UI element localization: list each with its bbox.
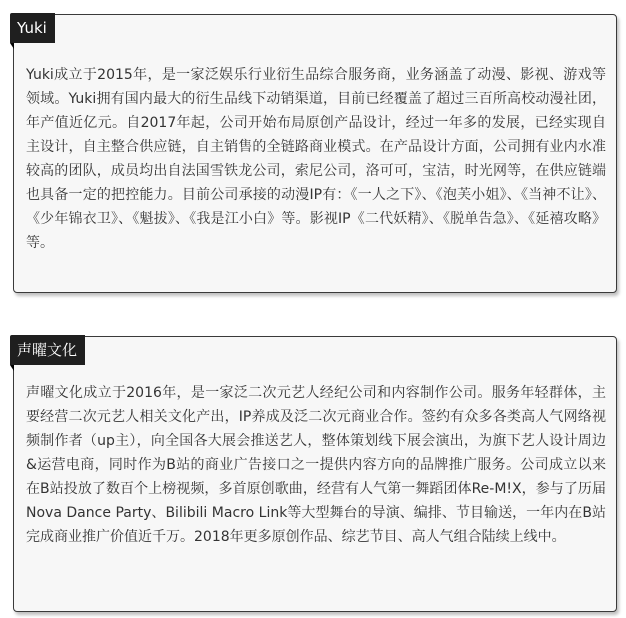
section-tag: Yuki [10,13,55,43]
company-card-yuki [13,14,617,293]
section-tag: 声曜文化 [10,335,85,365]
company-card-shengyao [13,336,617,612]
company-description: 声曜文化成立于2016年，是一家泛二次元艺人经纪公司和内容制作公司。服务年轻群体，主要经营二次元艺人相关文化产出，IP养成及泛二次元商业合作。签约有众多各类高人气网络视频制作者（up主），向全国各大展会推送艺人，整体策划线下展会演出，为旗下艺人设计周边&运营电商，同时作为B站的商业广告接口之一提供内容方向的品牌推广服务。公司成立以来在B站投放了数百个上榜视频，多首原创歌曲，经营有人气第一舞蹈团体Re-M!X，参与了历届Nova Dance Party、Bilibili Macro Link等大型舞台的导演、编排、节目输送，一年内在B站完成商业推广价值近千万。2018年更多原创作品、综艺节目、高人气组合陆续上线中。 [26,385,606,545]
company-description: Yuki成立于2015年，是一家泛娱乐行业衍生品综合服务商，业务涵盖了动漫、影视、游戏等领域。Yuki拥有国内最大的衍生品线下动销渠道，目前已经覆盖了超过三百所高校动漫社团，年产值近亿元。自2017年起，公司开始布局原创产品设计，经过一年多的发展，已经实现自主设计，自主整合供应链，自主销售的全链路商业模式。在产品设计方面，公司拥有业内水准较高的团队，成员均出自法国雪铁龙公司，索尼公司，洛可可，宝洁，时光网等，在供应链端也具备一定的把控能力。目前公司承接的动漫IP有：《一人之下》、《泡芙小姐》、《当神不让》、《少年锦衣卫》、《魁拔》、《我是江小白》等。影视IP《二代妖精》、《脱单告急》、《延禧攻略》等。 [26,67,606,251]
